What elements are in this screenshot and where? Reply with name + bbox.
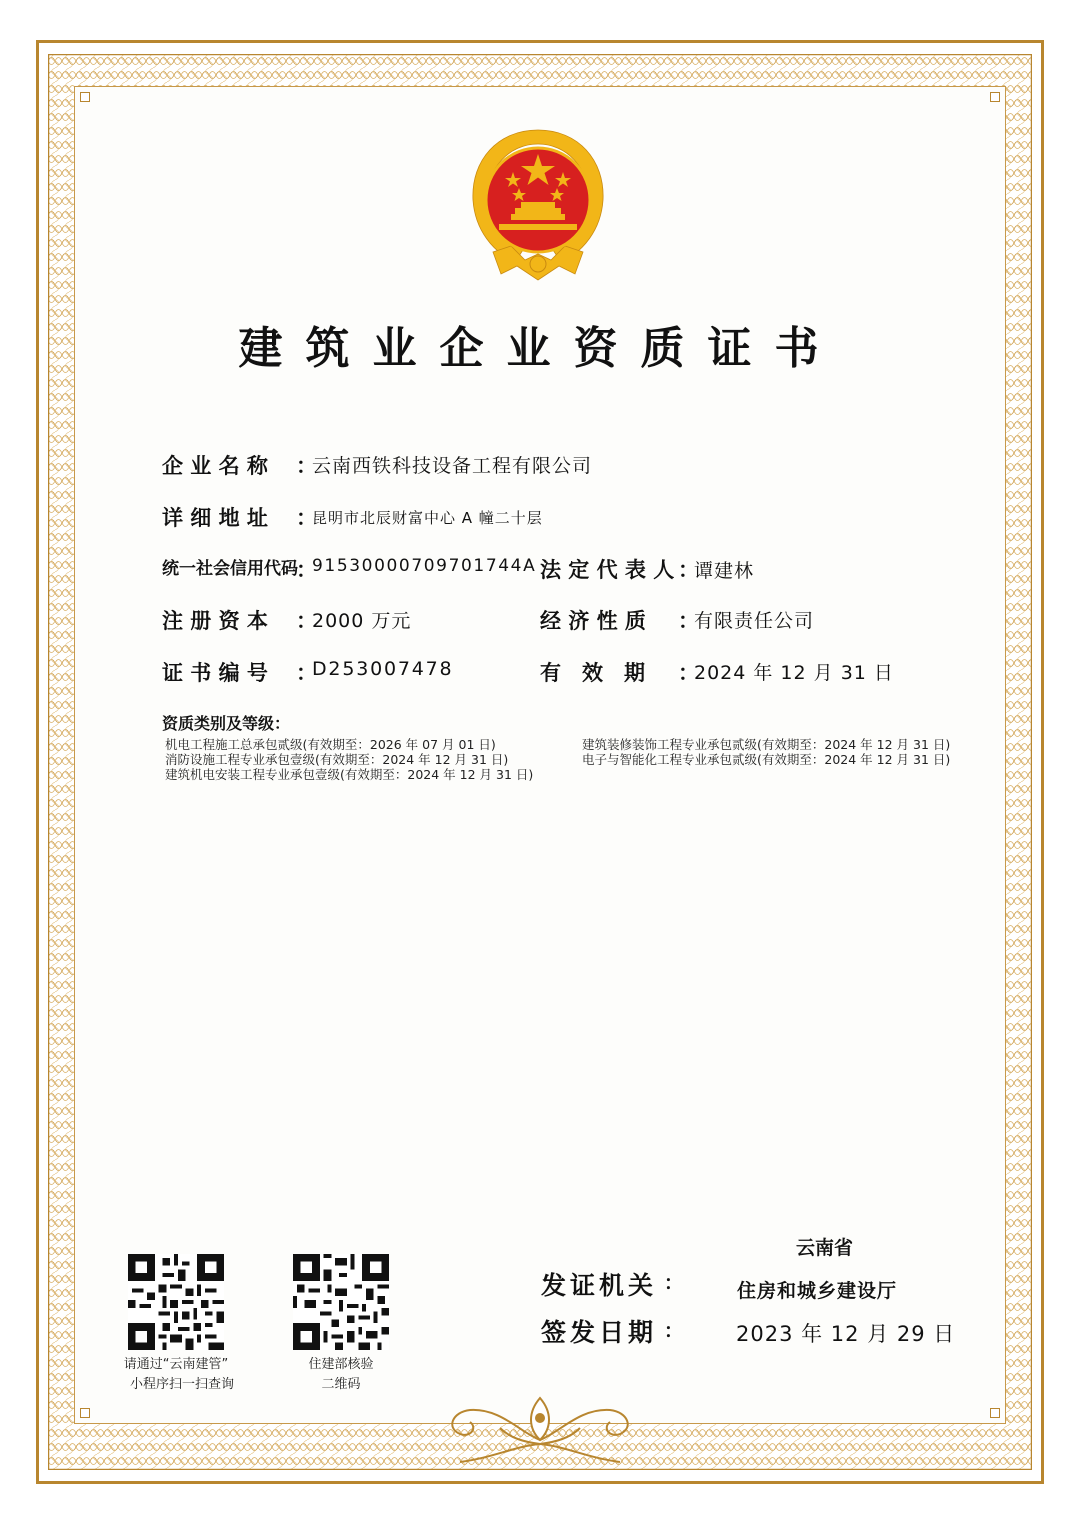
capital-value: 2000 万元 bbox=[312, 610, 412, 632]
issuer-authority-name: 住房和城乡建设厅 bbox=[737, 1280, 898, 1302]
qr-caption: 二维码 bbox=[321, 1377, 361, 1392]
qr-caption: 住建部核验 bbox=[308, 1357, 374, 1372]
decorative-ornament-icon bbox=[440, 1388, 640, 1470]
certificate-title: 建筑业企业资质证书 bbox=[238, 323, 842, 374]
address-value: 昆明市北辰财富中心 A 幢二十层 bbox=[312, 509, 543, 527]
qualifications-label: 资质类别及等级： bbox=[162, 714, 291, 733]
colon: ： bbox=[296, 661, 317, 685]
cert-no-label: 证 书 编 号 bbox=[162, 661, 268, 685]
qr-code-icon[interactable] bbox=[128, 1254, 224, 1350]
issuer-authority-label: 发证机关 bbox=[541, 1271, 658, 1300]
colon: ： bbox=[296, 609, 317, 633]
issue-date-value: 2023 年 12 月 29 日 bbox=[736, 1322, 956, 1346]
validity-label: 有 效 期 bbox=[540, 661, 645, 685]
qr-code-icon[interactable] bbox=[293, 1254, 389, 1350]
cert-no-value: D253007478 bbox=[312, 658, 454, 680]
colon: ： bbox=[296, 506, 317, 530]
colon: ： bbox=[664, 1272, 684, 1294]
qr-caption: 请通过“云南建管” bbox=[123, 1357, 229, 1372]
validity-value: 2024 年 12 月 31 日 bbox=[694, 662, 894, 684]
qualification-item: 建筑装修装饰工程专业承包贰级(有效期至：2024 年 12 月 31 日) bbox=[582, 737, 951, 752]
issuer-province: 云南省 bbox=[796, 1237, 854, 1259]
corner-mark bbox=[80, 1408, 90, 1418]
colon: ： bbox=[678, 609, 699, 633]
qualification-item: 建筑机电安装工程专业承包壹级(有效期至：2024 年 12 月 31 日) bbox=[165, 767, 534, 782]
credit-code-value: 91530000709701744A bbox=[312, 556, 537, 576]
legal-rep-label: 法 定 代 表 人 bbox=[540, 558, 675, 582]
colon: ： bbox=[678, 558, 699, 582]
colon: ： bbox=[296, 454, 317, 478]
colon: ： bbox=[664, 1320, 684, 1342]
credit-code-label: 统一社会信用代码 bbox=[162, 559, 298, 579]
qr-caption: 小程序扫一扫查询 bbox=[129, 1377, 234, 1392]
company-name-value: 云南西铁科技设备工程有限公司 bbox=[312, 455, 593, 477]
corner-mark bbox=[990, 92, 1000, 102]
corner-mark bbox=[80, 92, 90, 102]
colon: ： bbox=[678, 661, 699, 685]
issue-date-label: 签发日期 bbox=[541, 1318, 658, 1347]
company-name-label: 企 业 名 称 bbox=[162, 454, 268, 478]
national-emblem-icon bbox=[463, 124, 613, 284]
qualification-item: 机电工程施工总承包贰级(有效期至：2026 年 07 月 01 日) bbox=[165, 737, 496, 752]
legal-rep-value: 谭建林 bbox=[694, 560, 755, 582]
nature-label: 经 济 性 质 bbox=[540, 609, 646, 633]
address-label: 详 细 地 址 bbox=[162, 506, 268, 530]
corner-mark bbox=[990, 1408, 1000, 1418]
qualification-item: 消防设施工程专业承包壹级(有效期至：2024 年 12 月 31 日) bbox=[165, 752, 509, 767]
colon: ： bbox=[296, 558, 317, 582]
qualification-item: 电子与智能化工程专业承包贰级(有效期至：2024 年 12 月 31 日) bbox=[582, 752, 951, 767]
nature-value: 有限责任公司 bbox=[694, 610, 815, 632]
capital-label: 注 册 资 本 bbox=[162, 609, 268, 633]
